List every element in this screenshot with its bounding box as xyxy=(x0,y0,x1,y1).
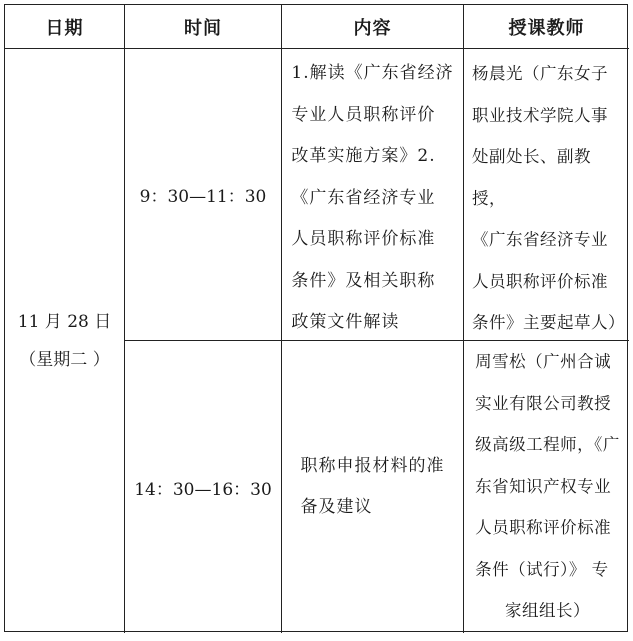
teacher-line: 人员职称评价标准 xyxy=(475,518,612,537)
content-line: 《广东省经济专业 xyxy=(291,187,436,208)
teacher-line: 东省知识产权专业 xyxy=(475,476,612,496)
teacher-line: 条件》主要起草人） xyxy=(472,313,625,332)
teacher-line: 处副处长、副教授， xyxy=(472,147,591,208)
date-cell xyxy=(5,49,125,633)
session-1-content xyxy=(282,49,464,341)
session-2-teacher-text xyxy=(467,341,626,632)
schedule-table xyxy=(4,4,628,632)
date-weekday: （星期二 ） xyxy=(19,350,110,370)
teacher-line: 实业有限公司教授 xyxy=(475,393,612,413)
content-line: 1.解读《广东省经济 xyxy=(291,63,454,83)
content-line: 人员职称评价标准 xyxy=(291,229,436,249)
session-2-content-text xyxy=(293,446,453,529)
teacher-line: 家组组长） xyxy=(505,601,590,620)
teacher-line: 条件（试行）》 专 xyxy=(475,559,609,579)
header-teacher: 授课教师 xyxy=(464,5,629,49)
teacher-line: 周雪松（广州合诚 xyxy=(475,352,612,371)
session-1-content-text xyxy=(283,49,461,344)
header-time: 时间 xyxy=(125,5,282,49)
session-2-time: 14：30—16：30 xyxy=(125,341,282,633)
content-line: 专业人员职称评价 xyxy=(291,104,436,125)
teacher-line: 级高级工程师，《广 xyxy=(475,435,620,454)
content-line: 条件》及相关职称 xyxy=(291,270,436,291)
session-1-teacher xyxy=(464,49,629,341)
teacher-line: 杨晨光（广东女子 xyxy=(472,64,608,83)
session-1-teacher-text xyxy=(464,49,629,344)
session-1-time: 9：30—11：30 xyxy=(125,49,282,341)
teacher-line: 职业技术学院人事 xyxy=(472,105,608,125)
header-content: 内容 xyxy=(282,5,464,49)
session-2-content xyxy=(282,341,464,633)
session-2-teacher xyxy=(464,341,629,633)
content-line: 政策文件解读 xyxy=(291,312,400,332)
teacher-line: 《广东省经济专业 xyxy=(472,230,608,249)
date-day: 11 月 28 日 xyxy=(17,312,112,332)
content-line: 备及建议 xyxy=(300,497,373,517)
content-line: 职称申报材料的准 xyxy=(300,455,445,476)
teacher-line: 人员职称评价标准 xyxy=(472,271,608,291)
header-date: 日期 xyxy=(5,5,125,49)
content-line: 改革实施方案》2. xyxy=(291,146,436,166)
